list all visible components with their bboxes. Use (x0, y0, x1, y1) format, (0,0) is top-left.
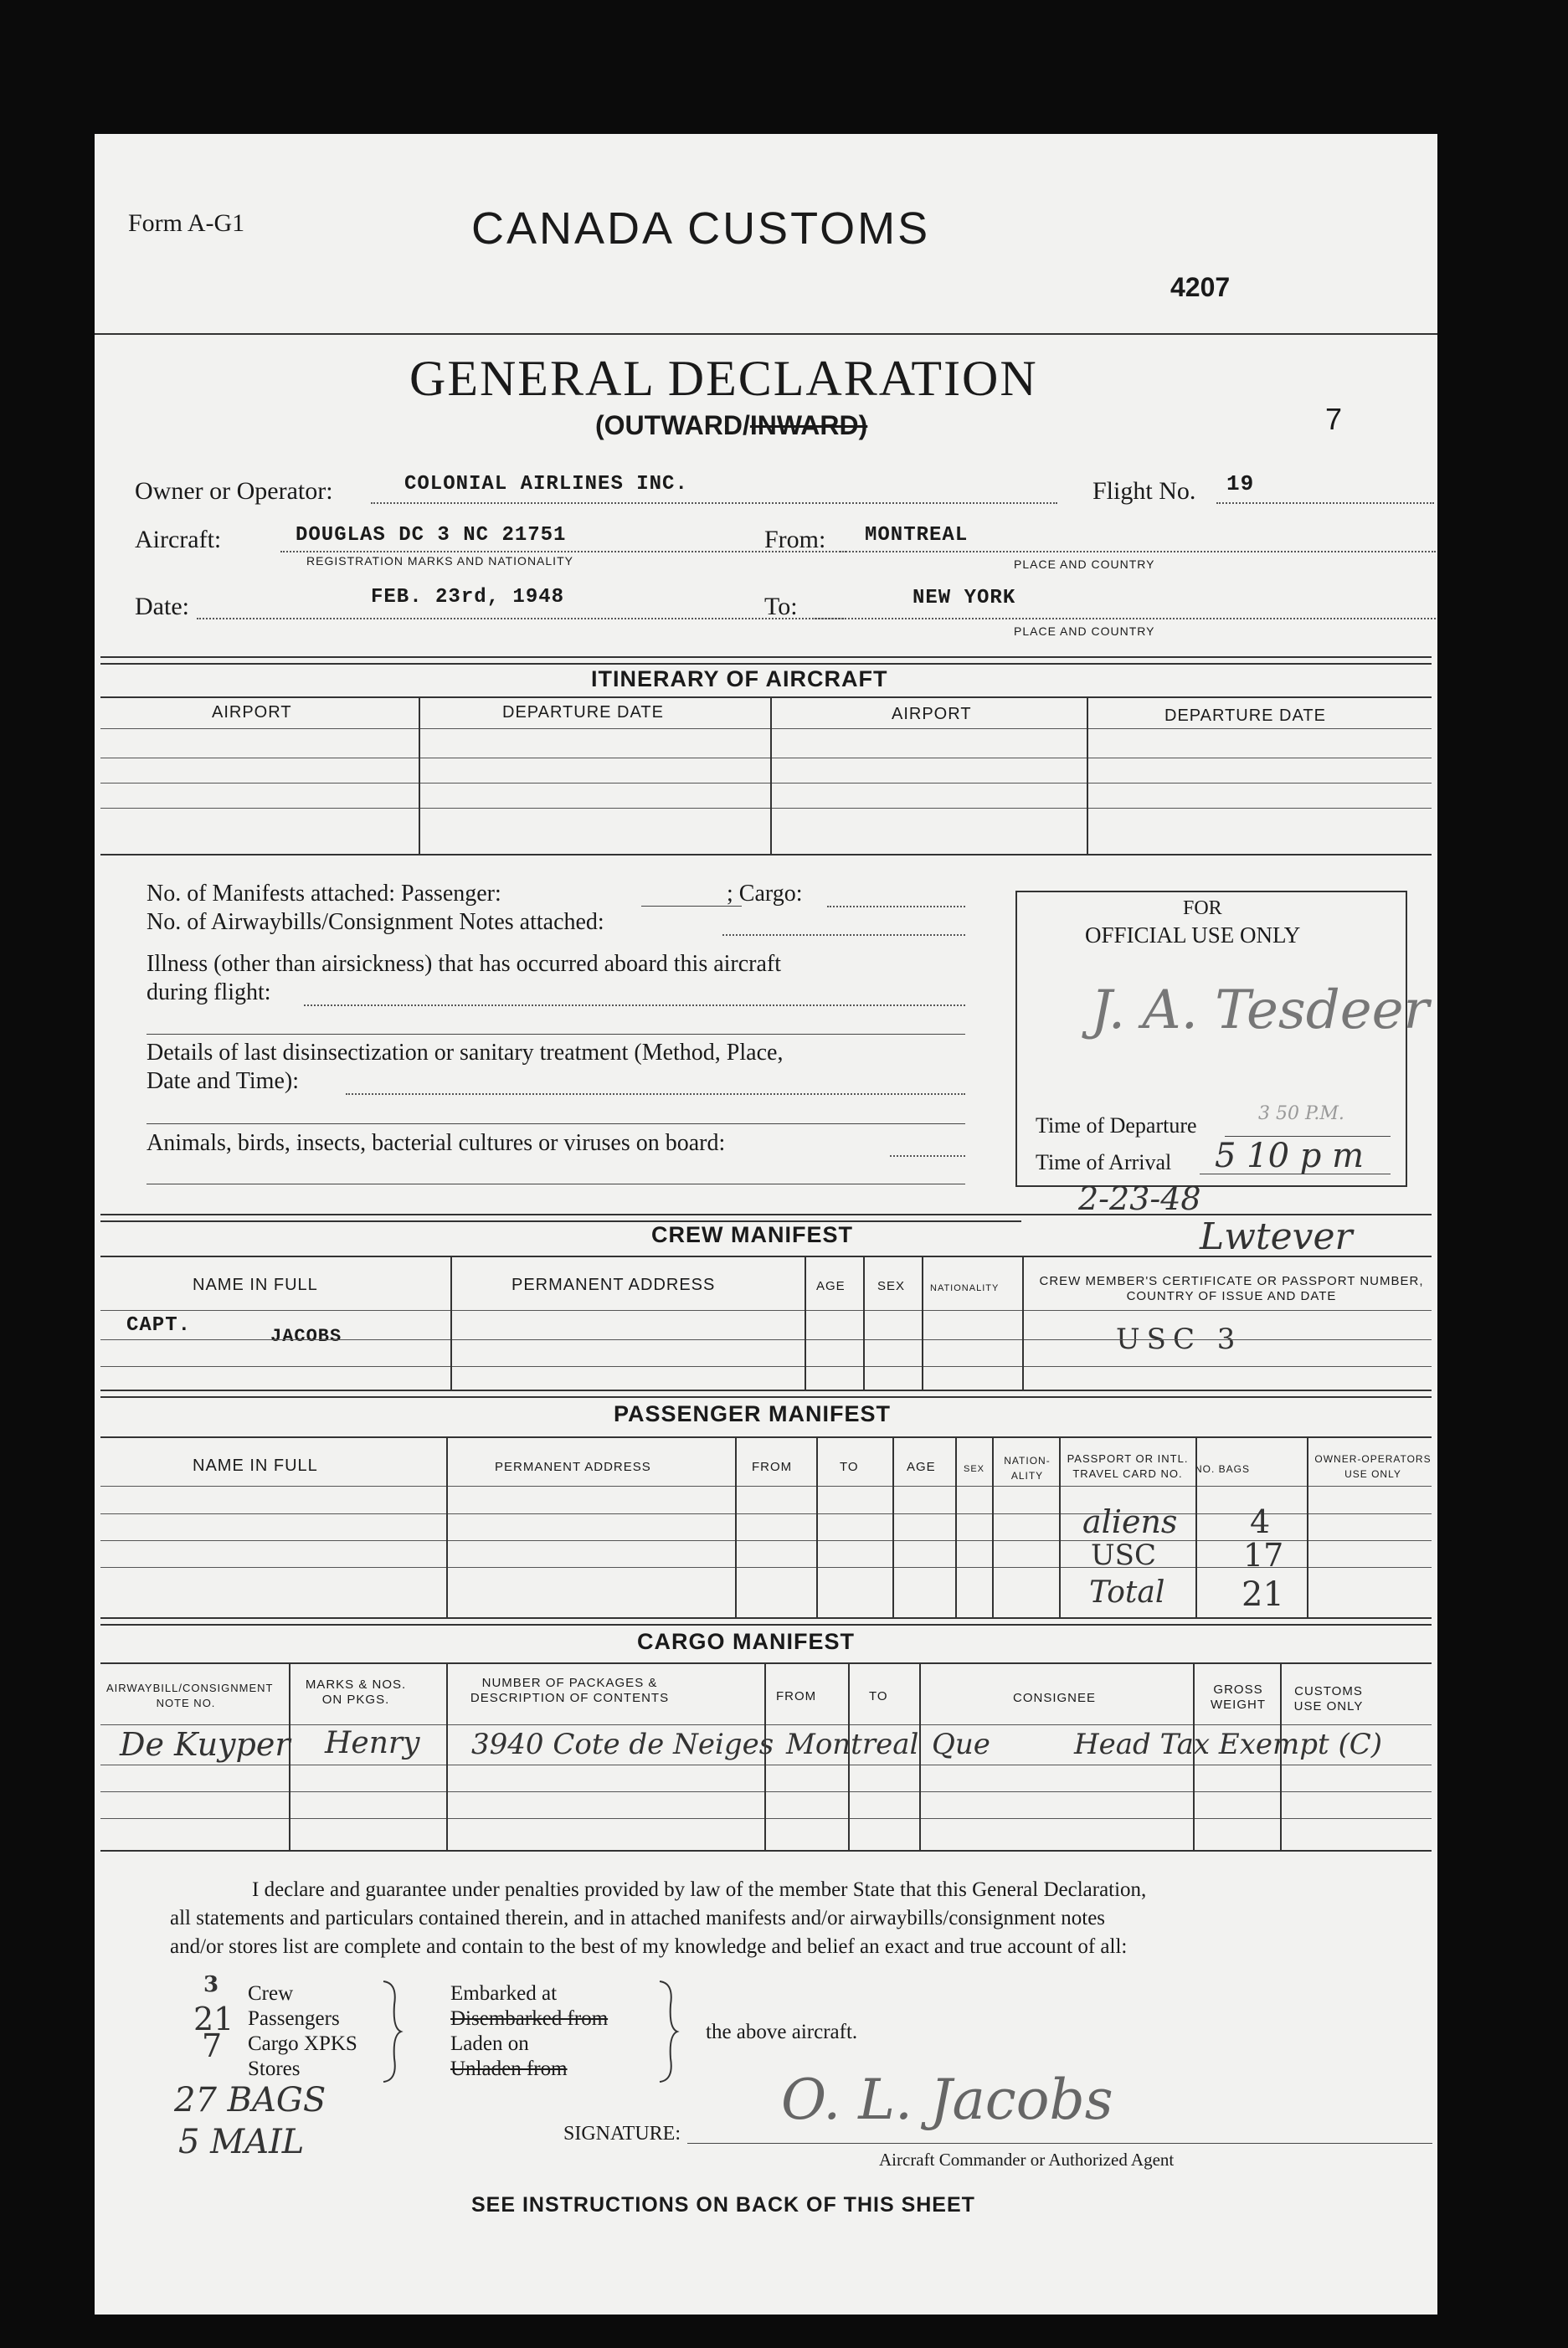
crew-title: CREW MANIFEST (651, 1222, 853, 1247)
illness-line-2: during flight: (147, 979, 271, 1005)
aircraft-value: DOUGLAS DC 3 NC 21751 (296, 524, 567, 547)
signature-label: SIGNATURE: (563, 2123, 681, 2145)
cargo-label: ; Cargo: (727, 881, 803, 907)
official-date: 2-23-48 (1078, 1180, 1201, 1217)
passenger-title: PASSENGER MANIFEST (614, 1401, 892, 1426)
above-aircraft: the above aircraft. (706, 2021, 858, 2043)
agency-title: CANADA CUSTOMS (471, 203, 931, 254)
count-cargo-label: Cargo XPKS (248, 2032, 357, 2055)
passenger-col-to: TO (840, 1460, 859, 1474)
aircraft-label: Aircraft: (135, 526, 222, 553)
declaration-line-3: and/or stores list are complete and contain to the best of my knowledge and belief an exact and true account of all: (170, 1935, 1128, 1958)
arrival-time-label: Time of Arrival (1036, 1150, 1172, 1174)
arrival-time-value: 5 10 p m (1215, 1137, 1365, 1175)
cargo-col-marks: MARKS & NOS. ON PKGS. (305, 1678, 407, 1707)
bags-note: 27 BAGS (174, 2081, 326, 2119)
declaration-sheet (95, 134, 1437, 2315)
cargo-col-description: NUMBER OF PACKAGES & DESCRIPTION OF CONTENTS (470, 1676, 670, 1705)
action-unladen: Unladen from (450, 2058, 568, 2080)
itinerary-col-departure-2: DEPARTURE DATE (1164, 706, 1326, 725)
passenger-col-sex: SEX (964, 1464, 985, 1474)
declaration-line-1: I declare and guarantee under penalties provided by law of the member State that this General Declaration, (252, 1878, 1147, 1901)
illness-line-1: Illness (other than airsickness) that has occurred aboard this aircraft (147, 951, 782, 977)
manifests-line: No. of Manifests attached: Passenger: (147, 881, 501, 907)
action-embarked: Embarked at (450, 1982, 558, 2005)
official-initials: Lwtever (1200, 1215, 1353, 1258)
page-title: GENERAL DECLARATION (409, 351, 1038, 406)
cargo-title: CARGO MANIFEST (637, 1629, 855, 1654)
disinsect-line-1: Details of last disinsectization or sanitary treatment (Method, Place, (147, 1040, 784, 1066)
passenger-col-nationality: NATION-ALITY (1004, 1455, 1051, 1482)
passenger-col-age: AGE (907, 1460, 936, 1474)
aircraft-caption: REGISTRATION MARKS AND NATIONALITY (306, 554, 573, 568)
official-use-only: OFFICIAL USE ONLY (1085, 922, 1301, 948)
cargo-row-1-to: Que (932, 1728, 990, 1761)
crew-col-address: PERMANENT ADDRESS (512, 1276, 716, 1294)
passenger-col-passport: PASSPORT OR INTL. TRAVEL CARD NO. (1067, 1452, 1189, 1480)
crew-row-1-certificate: USC 3 (1116, 1323, 1242, 1356)
departure-time-value: 3 50 P.M. (1258, 1103, 1344, 1124)
passenger-col-bags: NO. BAGS (1195, 1463, 1251, 1475)
crew-col-age: AGE (816, 1279, 846, 1293)
declaration-line-2: all statements and particulars contained therein, and in attached manifests and/or airwaybills/consignment notes (170, 1907, 1106, 1929)
tally-usc-label: USC (1091, 1539, 1156, 1572)
flight-label: Flight No. (1092, 477, 1196, 505)
tally-total-label: Total (1089, 1575, 1165, 1610)
to-value: NEW YORK (913, 587, 1016, 609)
to-caption: PLACE AND COUNTRY (1014, 624, 1155, 638)
owner-value: COLONIAL AIRLINES INC. (404, 473, 688, 496)
count-passengers-label: Passengers (248, 2007, 340, 2030)
owner-label: Owner or Operator: (135, 477, 333, 505)
action-laden: Laden on (450, 2032, 529, 2055)
tally-aliens-label: aliens (1082, 1503, 1178, 1540)
crew-col-sex: SEX (877, 1279, 906, 1293)
cargo-row-1-description: 3940 Cote de Neiges (471, 1728, 774, 1761)
departure-time-label: Time of Departure (1036, 1113, 1197, 1138)
cargo-row-1-airwaybill: De Kuyper (120, 1726, 290, 1763)
left-brace (379, 1980, 404, 2084)
crew-row-1-name-title: CAPT. (126, 1314, 192, 1337)
mail-note: 5 MAIL (178, 2123, 305, 2161)
passenger-col-address: PERMANENT ADDRESS (495, 1460, 651, 1474)
cargo-col-customs: CUSTOMS USE ONLY (1293, 1684, 1364, 1713)
tally-usc-bags: 17 (1243, 1537, 1284, 1574)
passenger-col-from: FROM (752, 1460, 793, 1474)
disinsect-line-2: Date and Time): (147, 1068, 299, 1094)
count-crew-label: Crew (248, 1982, 294, 2005)
cargo-col-from: FROM (776, 1689, 817, 1703)
cargo-row-1-marks: Henry (325, 1726, 420, 1760)
from-label: From: (764, 526, 826, 553)
passenger-col-owner: OWNER-OPERATORS USE ONLY (1314, 1453, 1432, 1480)
date-value: FEB. 23rd, 1948 (371, 586, 565, 609)
tally-aliens-bags: 4 (1250, 1503, 1271, 1540)
animals-line: Animals, birds, insects, bacterial cultures or viruses on board: (147, 1130, 726, 1156)
official-signature: J. A. Tesdeer (1091, 979, 1430, 1041)
count-passengers-num: 21 (193, 2001, 234, 2037)
date-label: Date: (135, 593, 189, 620)
count-stores-label: Stores (248, 2058, 301, 2080)
instructions-note: SEE INSTRUCTIONS ON BACK OF THIS SHEET (471, 2193, 975, 2217)
right-brace (655, 1980, 681, 2084)
passenger-col-name: NAME IN FULL (193, 1457, 318, 1475)
count-crew-num: 3 (203, 1972, 219, 1997)
tally-total-bags: 21 (1242, 1575, 1284, 1614)
flight-value: 19 (1226, 471, 1255, 496)
cargo-col-airwaybill: AIRWAYBILL/CONSIGNMENT NOTE NO. (106, 1682, 274, 1709)
itinerary-col-airport-1: AIRPORT (212, 703, 292, 722)
itinerary-col-airport-2: AIRPORT (892, 705, 972, 723)
cargo-col-weight: GROSS WEIGHT (1211, 1683, 1266, 1712)
commander-signature: O. L. Jacobs (781, 2068, 1113, 2132)
cargo-row-1-from: Montreal (786, 1728, 919, 1761)
crew-col-name: NAME IN FULL (193, 1276, 318, 1294)
official-for: FOR (1183, 897, 1222, 919)
cargo-col-consignee: CONSIGNEE (1013, 1691, 1097, 1705)
from-value: MONTREAL (865, 524, 969, 547)
agent-caption: Aircraft Commander or Authorized Agent (879, 2150, 1175, 2170)
itinerary-title: ITINERARY OF AIRCRAFT (591, 666, 888, 691)
itinerary-col-departure-1: DEPARTURE DATE (502, 703, 664, 722)
cargo-col-to: TO (869, 1689, 888, 1703)
airwaybills-line: No. of Airwaybills/Consignment Notes attached: (147, 909, 604, 935)
cargo-row-1-consignee: Head Tax Exempt (C) (1074, 1728, 1383, 1761)
form-id: Form A-G1 (128, 209, 245, 237)
from-caption: PLACE AND COUNTRY (1014, 557, 1155, 571)
subtitle: (OUTWARD/INWARD) (595, 410, 868, 440)
crew-row-1-name: JACOBS (270, 1326, 342, 1347)
action-disembarked: Disembarked from (450, 2007, 609, 2030)
count-cargo-num: 7 (202, 2027, 223, 2064)
to-label: To: (764, 593, 798, 620)
page-mark: 7 (1325, 402, 1343, 436)
crew-col-certificate: CREW MEMBER'S CERTIFICATE OR PASSPORT NUMBER, COUNTRY OF ISSUE AND DATE (1039, 1274, 1424, 1303)
crew-col-nationality: NATIONALITY (930, 1283, 1000, 1293)
stamp-number: 4207 (1170, 272, 1231, 302)
